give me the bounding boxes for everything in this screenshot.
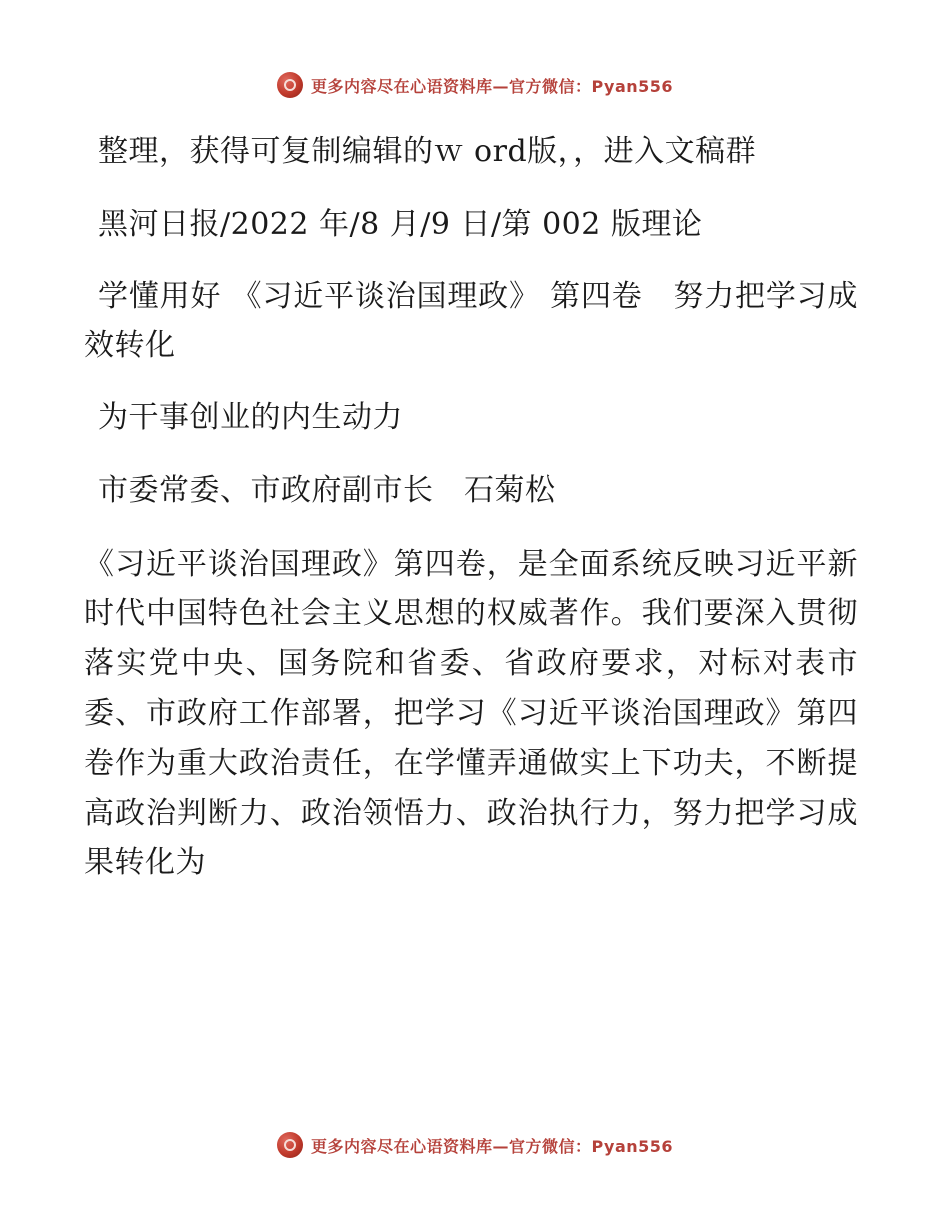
paragraph-source-line: 黑河日报/2022 年/8 月/9 日/第 002 版理论 <box>98 206 703 242</box>
seal-logo-icon <box>277 1132 303 1158</box>
watermark-top <box>0 72 950 98</box>
watermark-bottom <box>0 1132 950 1158</box>
document-content <box>0 128 950 888</box>
seal-logo-icon <box>277 72 303 98</box>
watermark-label: 更多内容尽在心语资料库—官方微信： <box>310 1136 592 1156</box>
watermark-wechat-handle: Pyan556 <box>591 76 674 96</box>
paragraph-byline: 市委常委、市政府副市长 石菊松 <box>98 472 556 508</box>
watermark-text <box>311 1134 673 1157</box>
watermark-wechat-handle: Pyan556 <box>591 1136 674 1156</box>
paragraph-title: 学懂用好 《习近平谈治国理政》 第四卷 努力把学习成效转化 <box>84 279 858 363</box>
paragraph-notice: 整理，获得可复制编辑的ｗ ord版，，进入文稿群 <box>98 134 757 169</box>
paragraph-body: 《习近平谈治国理政》第四卷，是全面系统反映习近平新时代中国特色社会主义思想的权威著作。我们要深入贯彻落实党中央、国务院和省委、省政府要求，对标对表市委、市政府工作部署，把学习《习近平谈治国理政》第四卷作为重大政治责任，在学懂弄通做实上下功夫，不断提高政治判断力、政治领悟力、政治执行力，努力把学习成果转化为 <box>84 546 858 881</box>
paragraph-subtitle: 为干事创业的内生动力 <box>98 400 403 436</box>
watermark-text <box>311 74 673 97</box>
watermark-label: 更多内容尽在心语资料库—官方微信： <box>310 76 592 96</box>
